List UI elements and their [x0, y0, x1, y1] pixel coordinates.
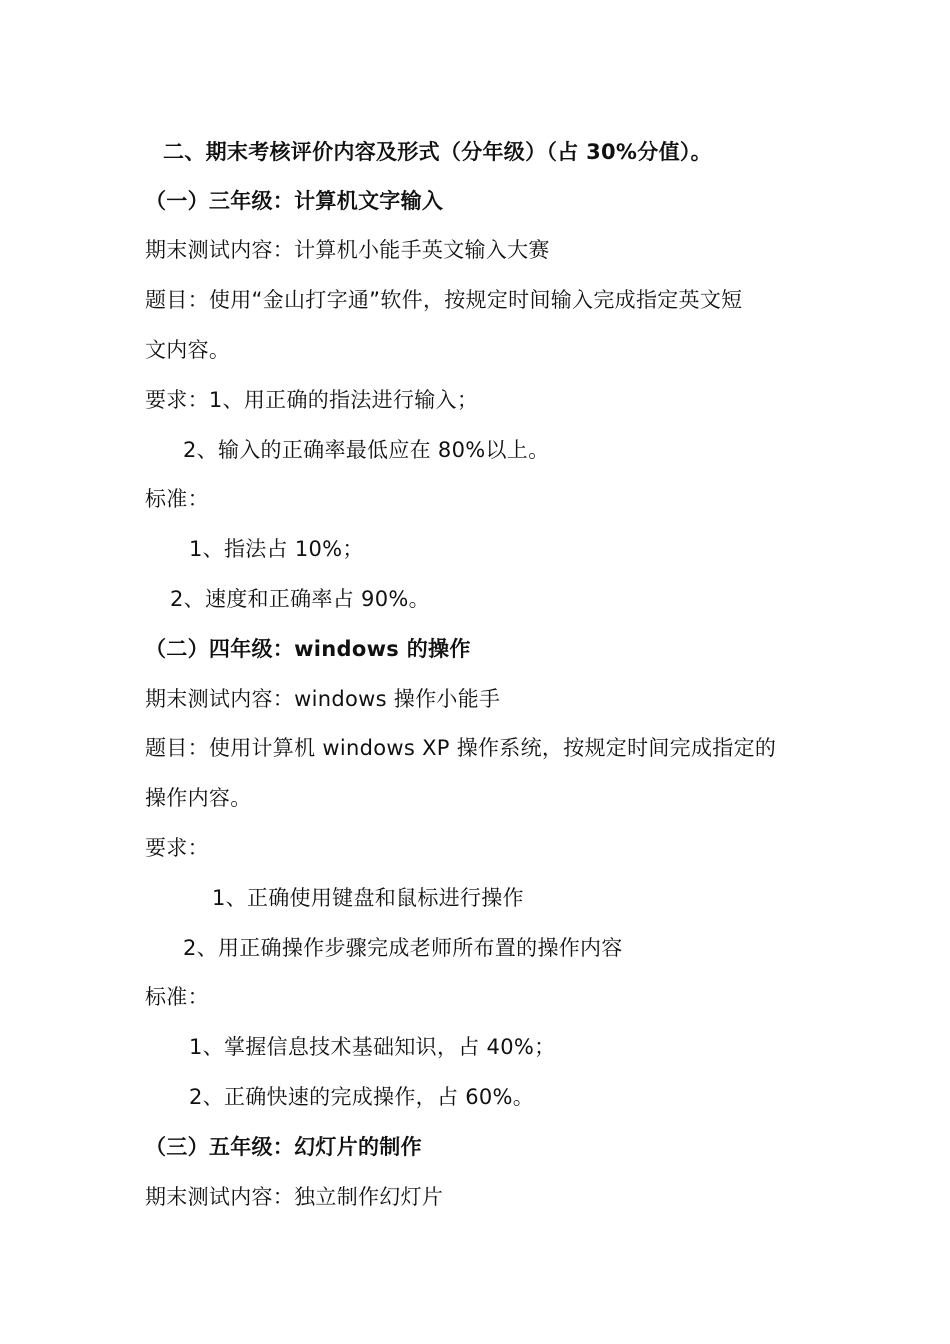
grade4-standard-label: 标准：	[145, 985, 209, 1009]
grade3-requirement-1: 要求：1、用正确的指法进行输入；	[145, 388, 479, 412]
grade5-content: 期末测试内容：独立制作幻灯片	[145, 1185, 444, 1209]
grade3-standard-2: 2、速度和正确率占 90%。	[170, 587, 430, 611]
grade3-standard-1: 1、指法占 10%；	[189, 537, 364, 561]
grade4-content: 期末测试内容：windows 操作小能手	[145, 687, 501, 711]
grade4-requirement-1: 1、正确使用键盘和鼠标进行操作	[212, 886, 524, 910]
grade4-requirement-label: 要求：	[145, 836, 209, 860]
grade3-standard-label: 标准：	[145, 487, 209, 511]
grade3-content: 期末测试内容：计算机小能手英文输入大赛	[145, 238, 550, 262]
grade4-topic-line2: 操作内容。	[145, 786, 252, 810]
grade3-requirement-2: 2、输入的正确率最低应在 80%以上。	[183, 438, 550, 462]
grade4-standard-2: 2、正确快速的完成操作，占 60%。	[189, 1085, 535, 1109]
grade4-topic-line1: 题目：使用计算机 windows XP 操作系统，按规定时间完成指定的	[145, 736, 777, 760]
grade5-title: （三）五年级：幻灯片的制作	[145, 1135, 422, 1159]
grade4-standard-1: 1、掌握信息技术基础知识，占 40%；	[189, 1035, 556, 1059]
grade4-title: （二）四年级：windows 的操作	[145, 637, 471, 661]
grade4-requirement-2: 2、用正确操作步骤完成老师所布置的操作内容	[183, 936, 623, 960]
section-heading: 二、期末考核评价内容及形式（分年级）（占 30%分值）。	[163, 140, 712, 164]
grade3-title: （一）三年级：计算机文字输入	[145, 189, 444, 213]
grade3-topic-line2: 文内容。	[145, 338, 231, 362]
grade3-topic-line1: 题目：使用“金山打字通”软件，按规定时间输入完成指定英文短	[145, 288, 743, 312]
